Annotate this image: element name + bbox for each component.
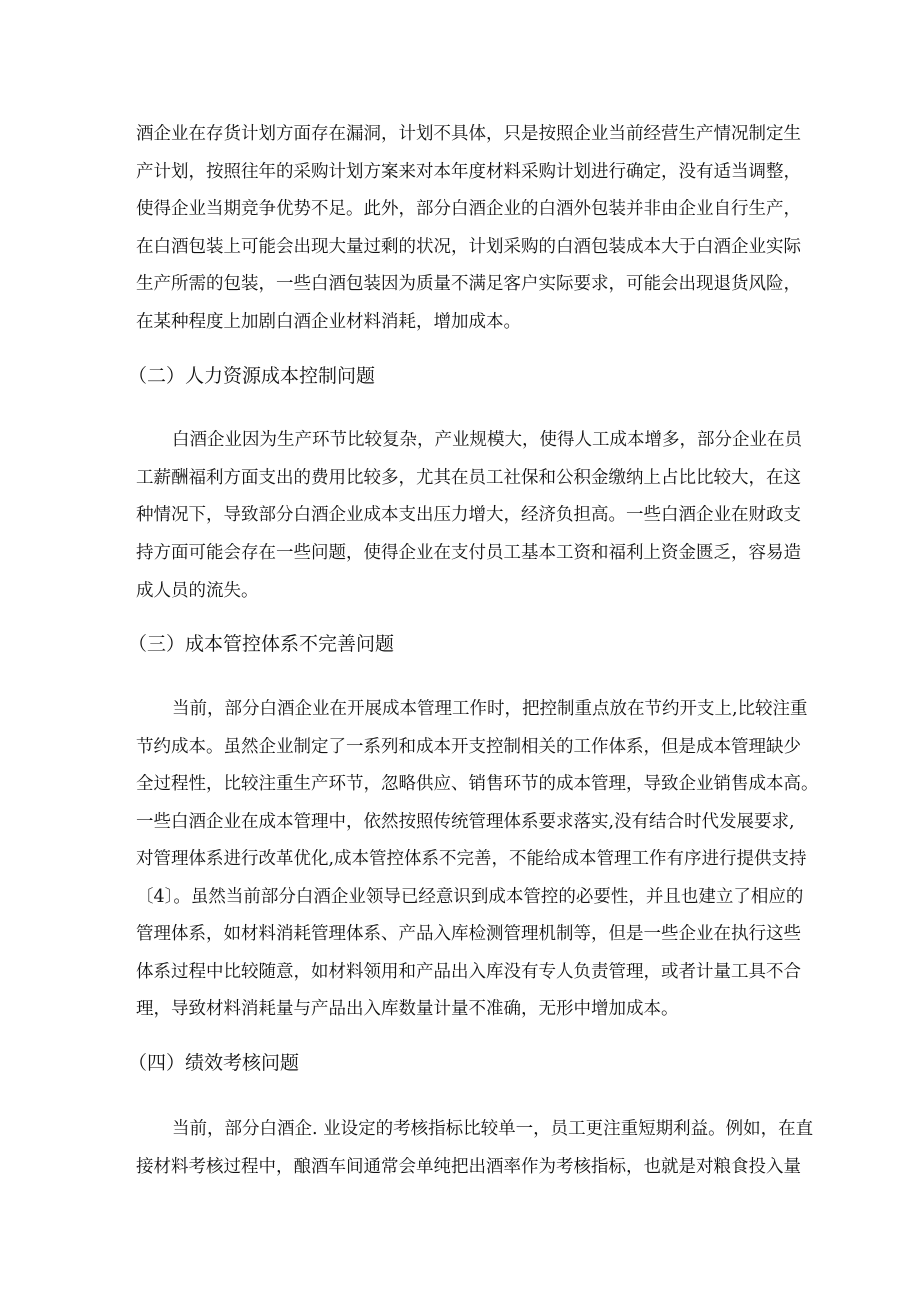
paragraph-4-line-2: 接材料考核过程中，酿酒车间通常会单纯把出酒率作为考核指标，也就是对粮食投入量 [136,1157,801,1177]
paragraph-1-line-3: 使得企业当期竞争优势不足。此外，部分白酒企业的白酒外包装并非由企业自行生产， [136,199,801,219]
paragraph-2-line-1: 白酒企业因为生产环节比较复杂，产业规模大，使得人工成本增多，部分企业在员 [172,430,802,450]
paragraph-3-line-9: 理，导致材料消耗量与产品出入库数量计量不准确，无形中增加成本。 [136,999,679,1019]
paragraph-3-line-1: 当前，部分白酒企业在开展成本管理工作时，把控制重点放在节约开支上,比较注重 [172,699,808,719]
paragraph-1-line-2: 产计划，按照往年的采购计划方案来对本年度材料采购计划进行确定，没有适当调整， [136,162,801,182]
paragraph-4-line-1: 当前，部分白酒企. 业设定的考核指标比较单一，员工更注重短期利益。例如，在直 [172,1119,814,1139]
paragraph-3-line-4: 一些白酒企业在成本管理中，依然按照传统管理体系要求落实,没有结合时代发展要求, [136,812,795,832]
paragraph-3-line-8: 体系过程中比较随意，如材料领用和产品出入库没有专人负责管理，或者计量工具不合 [136,962,801,982]
paragraph-2-line-2: 工薪酬福利方面支出的费用比较多，尤其在员工社保和公积金缴纳上占比比较大，在这 [136,468,801,488]
paragraph-3-line-5: 对管理体系进行改革优化,成本管控体系不完善，不能给成本管理工作有序进行提供支持 [136,849,807,869]
section-heading-2: （二）人力资源成本控制问题 [128,365,376,387]
paragraph-1-line-5: 生产所需的包装，一些白酒包装因为质量不满足客户实际要求，可能会出现退货风险， [136,274,801,294]
paragraph-2-line-4: 持方面可能会存在一些问题，使得企业在支付员工基本工资和福利上资金匮乏，容易造 [136,543,801,563]
paragraph-1-line-1: 酒企业在存货计划方面存在漏洞，计划不具体，只是按照企业当前经营生产情况制定生 [136,124,801,144]
section-heading-4: （四）绩效考核问题 [128,1052,300,1074]
paragraph-3-line-6: 〔4〕。虽然当前部分白酒企业领导已经意识到成本管控的必要性，并且也建立了相应的 [136,887,804,907]
section-heading-3: （三）成本管控体系不完善问题 [128,633,395,655]
paragraph-3-line-3: 全过程性，比较注重生产环节，忽略供应、销售环节的成本管理，导致企业销售成本高。 [136,774,819,794]
paragraph-3-line-7: 管理体系，如材料消耗管理体系、产品入库检测管理机制等，但是一些企业在执行这些 [136,924,801,944]
paragraph-3-line-2: 节约成本。虽然企业制定了一系列和成本开支控制相关的工作体系，但是成本管理缺少 [136,737,801,757]
paragraph-1-line-4: 在白酒包装上可能会出现大量过剩的状况，计划采购的白酒包装成本大于白酒企业实际 [136,237,801,257]
paragraph-2-line-5: 成人员的流失。 [136,581,259,601]
paragraph-2-line-3: 种情况下，导致部分白酒企业成本支出压力增大，经济负担高。一些白酒企业在财政支 [136,505,801,525]
paragraph-1-line-6: 在某种程度上加剧白酒企业材料消耗，增加成本。 [136,312,521,332]
